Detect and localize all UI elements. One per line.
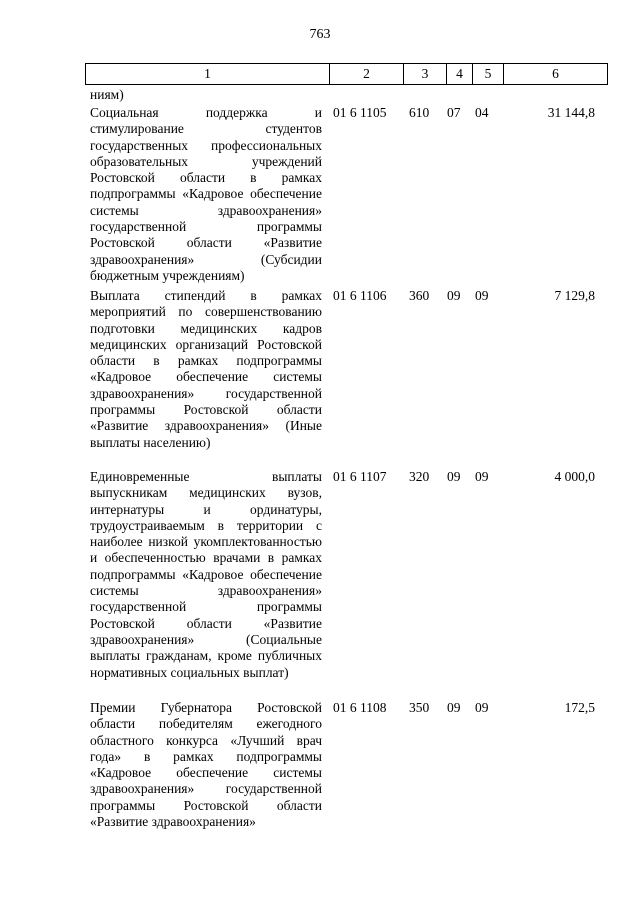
row-rz: 09 xyxy=(447,469,461,484)
header-col-3: 3 xyxy=(404,64,447,85)
row-amount: 7 129,8 xyxy=(554,288,595,303)
row-code: 01 6 1106 xyxy=(333,288,387,303)
row-amount: 172,5 xyxy=(564,700,595,715)
row-pr: 04 xyxy=(475,105,489,120)
row-pr: 09 xyxy=(475,288,489,303)
row-kvr: 320 xyxy=(409,469,430,484)
row-rz: 07 xyxy=(447,105,461,120)
row-pr: 09 xyxy=(475,469,489,484)
row-code: 01 6 1105 xyxy=(333,105,387,120)
row-code: 01 6 1107 xyxy=(333,469,387,484)
header-col-2: 2 xyxy=(330,64,404,85)
header-col-5: 5 xyxy=(473,64,504,85)
row-rz: 09 xyxy=(447,288,461,303)
row-pr: 09 xyxy=(475,700,489,715)
header-col-4: 4 xyxy=(447,64,473,85)
row-amount: 4 000,0 xyxy=(554,469,595,484)
row-description: Единовременные выплаты выпускникам медицинских вузов, интернатуры и ординатуры, трудоустраиваемым в территории с наиболее низкой укомплектованностью и обеспеченностью врачами в рамках подпрограммы «Кадровое обеспечение системы здравоохранения» государственной программы Ростовской области «Развитие здравоохранения» (Социальные выплаты гражданам, кроме публичных нормативных социальных выплат) xyxy=(90,469,322,680)
page-number: 763 xyxy=(309,27,331,42)
row-description: Выплата стипендий в рамках мероприятий по совершенствованию подготовки медицинских кадров медицинских организаций Ростовской области в рамках подпрограммы «Кадровое обеспечение системы здравоохранения» государственной программы Ростовской области «Развитие здравоохранения» (Иные выплаты населению) xyxy=(90,288,322,450)
header-col-1: 1 xyxy=(86,64,330,85)
row-kvr: 350 xyxy=(409,700,430,715)
row-kvr: 610 xyxy=(409,105,430,120)
row-amount: 31 144,8 xyxy=(547,105,595,120)
row-code: 01 6 1108 xyxy=(333,700,387,715)
row-rz: 09 xyxy=(447,700,461,715)
header-col-6: 6 xyxy=(504,64,608,85)
continuation-text: ниям) xyxy=(90,87,124,102)
row-kvr: 360 xyxy=(409,288,430,303)
row-description: Социальная поддержка и стимулирование студентов государственных профессиональных образовательных учреждений Ростовской области в рамках подпрограммы «Кадровое обеспечение системы здравоохранения» государственной программы Ростовской области «Развитие здравоохранения» (Субсидии бюджетным учреждениям) xyxy=(90,105,322,283)
table-header xyxy=(85,63,608,85)
row-description: Премии Губернатора Ростовской области победителям ежегодного областного конкурса «Лучший врач года» в рамках подпрограммы «Кадровое обеспечение системы здравоохранения» государственной программы Ростовской области «Развитие здравоохранения» xyxy=(90,700,322,830)
